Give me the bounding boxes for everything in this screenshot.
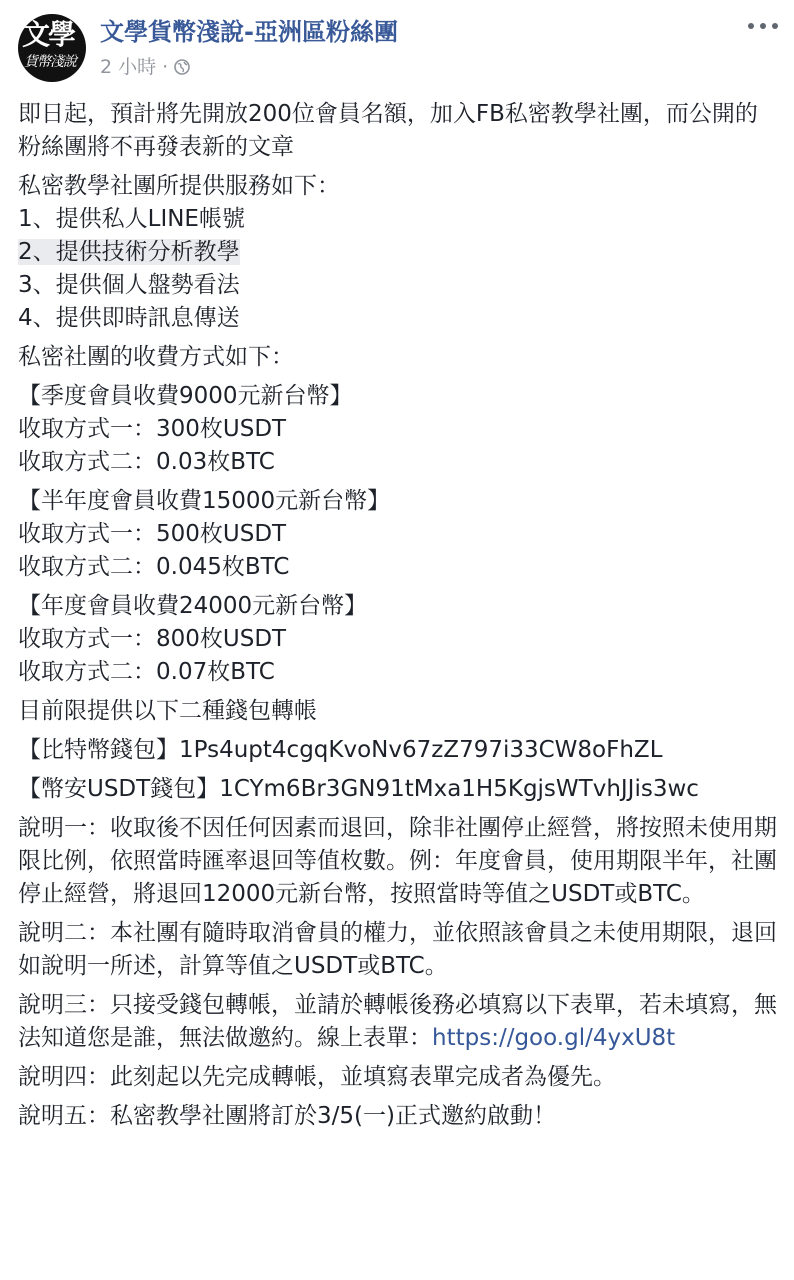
service-item	[18, 236, 778, 269]
plan-method: 收取方式二：0.07枚BTC	[18, 659, 275, 685]
service-item: 1、提供私人LINE帳號	[18, 206, 245, 232]
post-timestamp[interactable]: 2 小時	[100, 56, 157, 78]
plan-quarterly	[18, 380, 778, 479]
more-dot	[748, 23, 754, 29]
service-item-highlighted: 2、提供技術分析教學	[18, 239, 240, 265]
plan-method: 收取方式一：300枚USDT	[18, 416, 287, 442]
note-3	[18, 989, 778, 1055]
plan-method: 收取方式一：800枚USDT	[18, 626, 287, 652]
post-intro: 即日起，預計將先開放200位會員名額，加入FB私密教學社團，而公開的粉絲團將不再發表新的文章	[18, 101, 758, 160]
plan-method: 收取方式一：500枚USDT	[18, 521, 287, 547]
services-heading: 私密教學社團所提供服務如下：	[18, 173, 340, 199]
note-1: 說明一：收取後不因任何因素而退回，除非社團停止經營，將按照未使用期限比例，依照當時匯率退回等值枚數。例：年度會員，使用期限半年，社團停止經營，將退回12000元新台幣，按照當時等值之USDT或BTC。	[18, 815, 777, 907]
plan-half-year	[18, 485, 778, 584]
plan-method: 收取方式二：0.045枚BTC	[18, 554, 290, 580]
page-avatar[interactable]	[18, 14, 86, 82]
post-body	[18, 98, 778, 1139]
wallet-btc: 【比特幣錢包】1Ps4upt4cgqKvoNv67zZ797i33CW8oFhZL	[18, 737, 663, 763]
plan-title: 【半年度會員收費15000元新台幣】	[18, 488, 391, 514]
plan-title: 【年度會員收費24000元新台幣】	[18, 593, 368, 619]
globe-icon[interactable]	[174, 59, 190, 75]
page-name-link[interactable]: 文學貨幣淺說-亞洲區粉絲團	[100, 18, 398, 46]
wallets-heading: 目前限提供以下二種錢包轉帳	[18, 698, 317, 724]
wallet-usdt: 【幣安USDT錢包】1CYm6Br3GN91tMxa1H5KgjsWTvhJJis3wc	[18, 776, 699, 802]
more-dot	[760, 23, 766, 29]
plan-title: 【季度會員收費9000元新台幣】	[18, 383, 353, 409]
form-link[interactable]: https://goo.gl/4yxU8t	[432, 1025, 676, 1051]
plan-method: 收取方式二：0.03枚BTC	[18, 449, 275, 475]
service-item: 3、提供個人盤勢看法	[18, 272, 240, 298]
fees-heading: 私密社團的收費方式如下：	[18, 344, 294, 370]
note-2: 說明二：本社團有隨時取消會員的權力，並依照該會員之未使用期限，退回如說明一所述，計算等值之USDT或BTC。	[18, 920, 777, 979]
more-options-icon[interactable]	[748, 16, 778, 36]
plan-yearly	[18, 590, 778, 689]
post-header	[0, 0, 794, 92]
meta-separator: ·	[162, 56, 169, 78]
avatar-logo-line1: 文學	[22, 18, 75, 51]
avatar-logo-line2: 貨幣淺說	[24, 54, 76, 70]
services-block	[18, 170, 778, 335]
note-5: 說明五：私密教學社團將訂於3/5(一)正式邀約啟動！	[18, 1103, 556, 1129]
post-meta	[100, 54, 190, 80]
service-item: 4、提供即時訊息傳送	[18, 305, 240, 331]
more-dot	[772, 23, 778, 29]
note-4: 說明四：此刻起以先完成轉帳，並填寫表單完成者為優先。	[18, 1064, 616, 1090]
note-3-text: 說明三：只接受錢包轉帳，並請於轉帳後務必填寫以下表單，若未填寫，無法知道您是誰，無法做邀約。線上表單：	[18, 992, 777, 1051]
